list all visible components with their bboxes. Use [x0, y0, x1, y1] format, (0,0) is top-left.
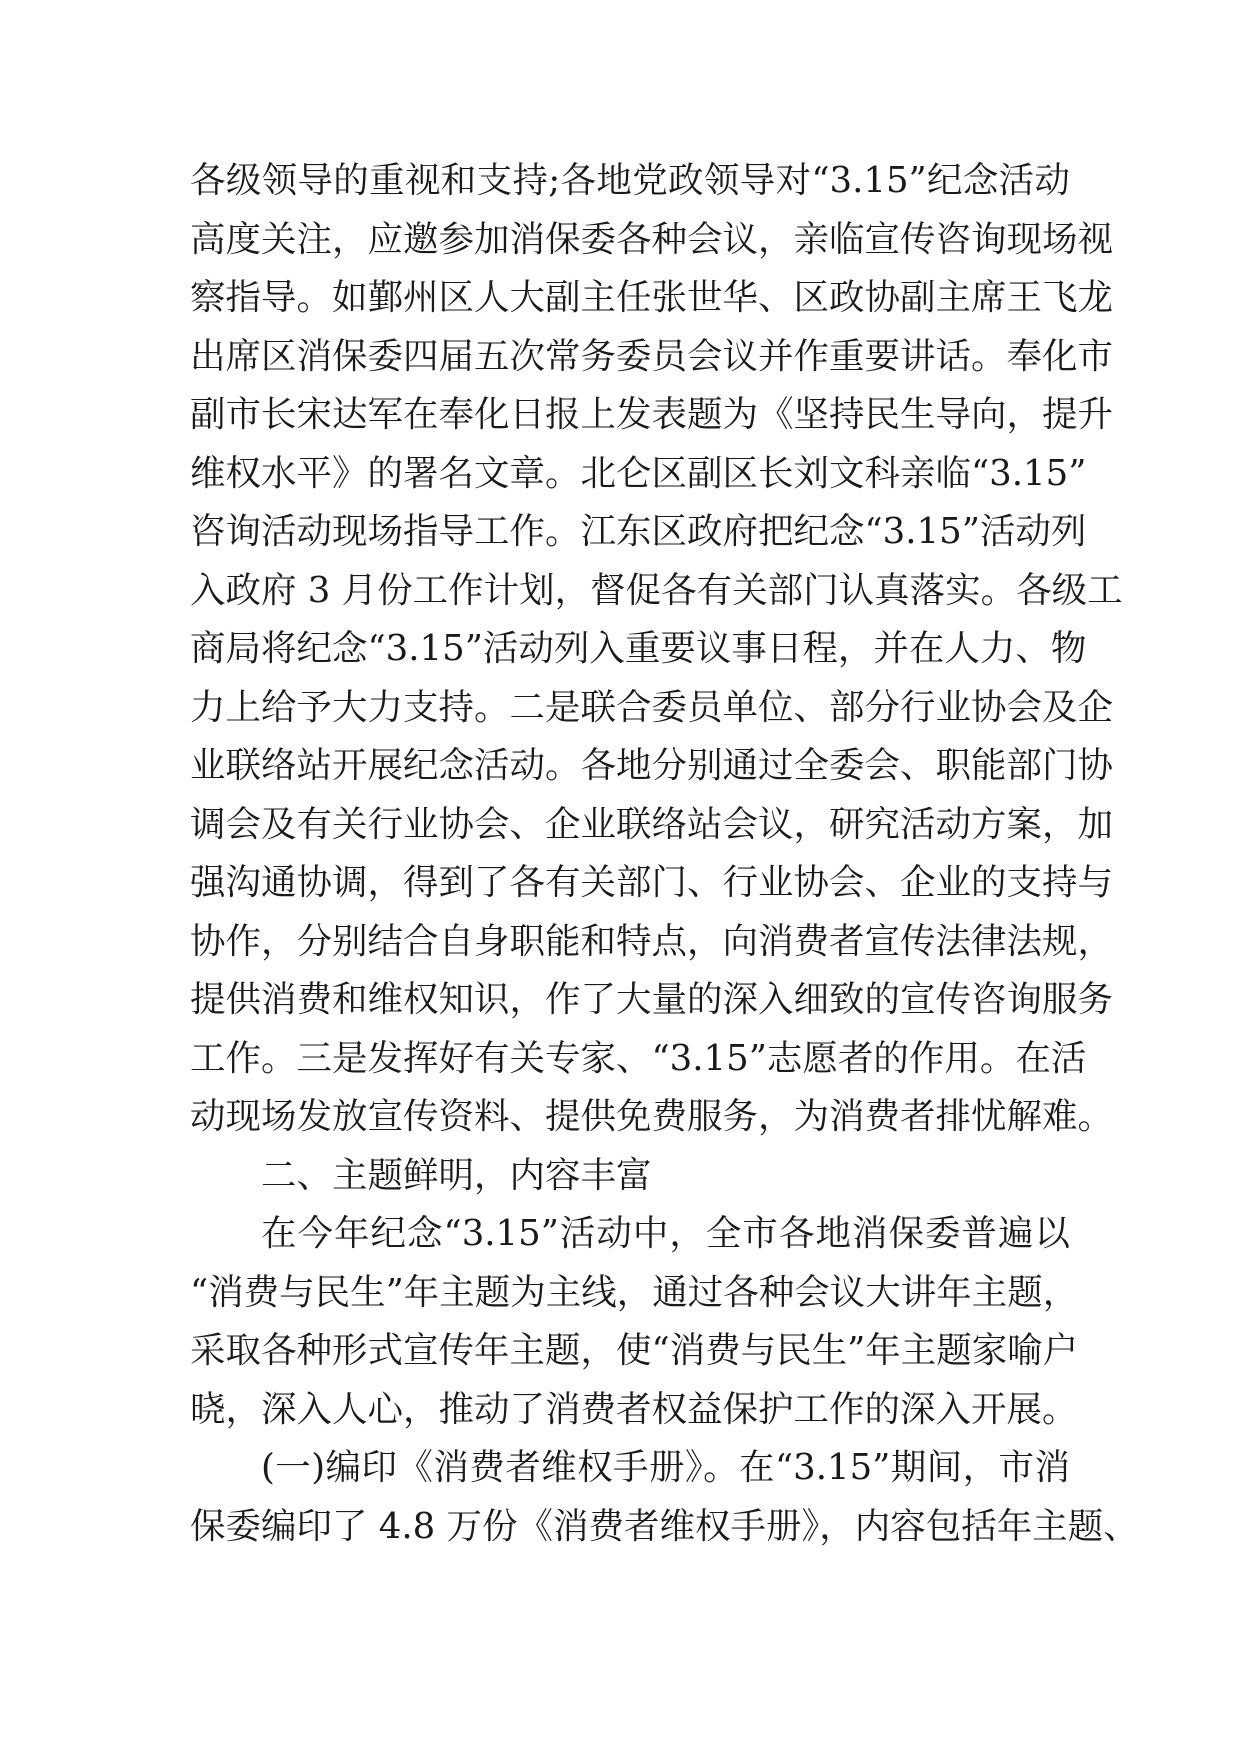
text-line: 高度关注，应邀参加消保委各种会议，亲临宣传咨询现场视	[190, 218, 1114, 260]
text-line: 提供消费和维权知识，作了大量的深入细致的宣传咨询服务	[190, 979, 1114, 1020]
text-line: 副市长宋达军在奉化日报上发表题为《坚持民生导向，提升	[190, 394, 1114, 435]
text-line: 出席区消保委四届五次常务委员会议并作重要讲话。奉化市	[190, 335, 1114, 377]
text-line: 工作。三是发挥好有关专家、“3.15”志愿者的作用。在活	[190, 1037, 1087, 1079]
text-line: 动现场发放宣传资料、提供免费服务，为消费者排忧解难。	[190, 1096, 1114, 1137]
text-line: 业联络站开展纪念活动。各地分别通过全委会、职能部门协	[190, 745, 1114, 786]
text-line: 商局将纪念“3.15”活动列入重要议事日程，并在人力、物	[190, 628, 1087, 669]
text-line: 采取各种形式宣传年主题，使“消费与民生”年主题家喻户	[190, 1330, 1079, 1371]
body-text	[190, 152, 1139, 1556]
text-line: 保委编印了 4.8 万份《消费者维权手册》，内容包括年主题、	[190, 1505, 1139, 1547]
text-line: 咨询活动现场指导工作。江东区政府把纪念“3.15”活动列	[190, 511, 1087, 552]
text-line: 维权水平》的署名文章。北仑区副区长刘文科亲临“3.15”	[190, 452, 1087, 494]
text-line: 调会及有关行业协会、企业联络站会议，研究活动方案，加	[190, 803, 1114, 845]
text-line: 察指导。如鄞州区人大副主任张世华、区政协副主席王飞龙	[190, 277, 1114, 318]
text-line: 在今年纪念“3.15”活动中，全市各地消保委普遍以	[261, 1213, 1070, 1254]
text-line: 入政府 3 月份工作计划，督促各有关部门认真落实。各级工	[190, 569, 1123, 611]
text-line: 晓，深入人心，推动了消费者权益保护工作的深入开展。	[190, 1388, 1078, 1430]
text-line: 强沟通协调，得到了各有关部门、行业协会、企业的支持与	[190, 862, 1114, 903]
text-line: 协作，分别结合自身职能和特点，向消费者宣传法律法规，	[190, 920, 1114, 962]
subsection-line: (一)编印《消费者维权手册》。在“3.15”期间，市消	[261, 1447, 1070, 1488]
text-line: “消费与民生”年主题为主线，通过各种会议大讲年主题，	[190, 1271, 1079, 1313]
section-heading: 二、主题鲜明，内容丰富	[261, 1154, 652, 1196]
text-line: 各级领导的重视和支持;各地党政领导对“3.15”纪念活动	[190, 160, 1070, 201]
text-line: 力上给予大力支持。二是联合委员单位、部分行业协会及企	[190, 686, 1114, 728]
